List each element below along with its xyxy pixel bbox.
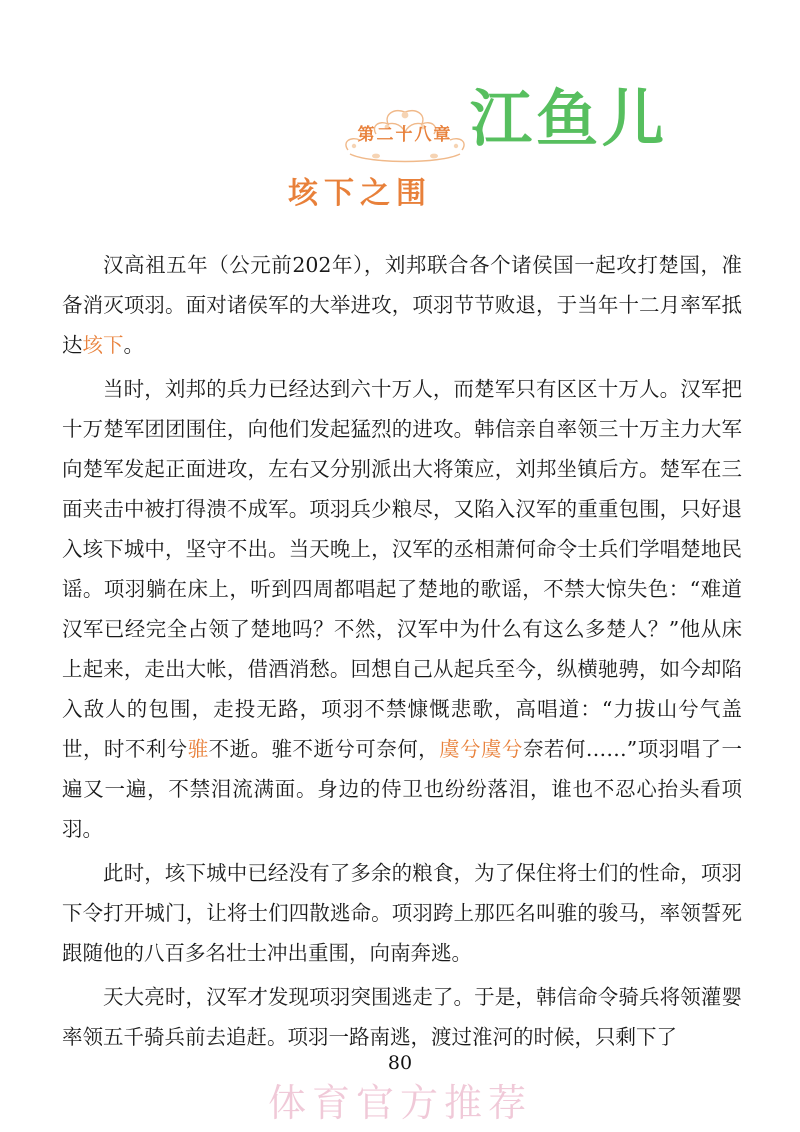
book-title: 江鱼儿: [470, 82, 669, 155]
text-run: 当时，刘邦的兵力已经达到六十万人，而楚军只有区区十万人。汉军把十万楚军团团围住，向他们发起猛烈的进攻。韩信亲自率领三十万主力大军向楚军发起正面进攻，左右又分别派出大将策应，刘邦坐镇后方。楚军在三面夹击中被打得溃不成军。项羽兵少粮尽，又陷入汉军的重重包围，只好退入垓下城中，坚守不出。当天晚上，汉军的丞相萧何命令士兵们学唱楚地民谣。项羽躺在床上，听到四周都唱起了楚地的歌谣，不禁大惊失色：“难道汉军已经完全占领了楚地吗？不然，汉军中为什么有这么多楚人？”他从床上起来，走出大帐，借酒消愁。回想自己从起兵至今，纵横驰骋，如今却陷入敌人的包围，走投无路，项羽不禁慷慨悲歌，高唱道：“力拔山兮气盖世，时不利兮: [62, 377, 742, 761]
chapter-badge: [330, 106, 480, 168]
chapter-title: 垓下之围: [288, 176, 432, 211]
text-run: 汉高祖五年（公元前202年），刘邦联合各个诸侯国一起攻打楚国，准备消灭项羽。面对诸侯军的大举进攻，项羽节节败退，于当年十二月率军抵达: [62, 253, 742, 357]
text-run: 天大亮时，汉军才发现项羽突围逃走了。于是，韩信命令骑兵将领灌婴率领五千骑兵前去追赶。项羽一路南逃，渡过淮河的时候，只剩下了: [62, 985, 742, 1049]
paragraph: [62, 853, 742, 973]
watermark-text: 体育官方推荐: [267, 1081, 532, 1125]
chapter-number-label: 第二十八章: [357, 125, 453, 145]
highlighted-text: 骓: [187, 737, 209, 761]
text-run: 奈若何……”项羽唱了一遍又一遍，不禁泪流满面。身边的侍卫也纷纷落泪，谁也不忍心抬头看项羽。: [62, 737, 743, 841]
article-body: [62, 245, 742, 1057]
text-run: 不逝。骓不逝兮可奈何，: [208, 737, 440, 761]
paragraph: [62, 977, 742, 1057]
highlighted-text: 垓下: [82, 333, 124, 357]
paragraph: [62, 369, 742, 849]
paragraph: [62, 245, 742, 365]
page-number: 80: [387, 1052, 413, 1074]
highlighted-text: 虞兮虞兮: [439, 737, 523, 761]
text-run: 此时，垓下城中已经没有了多余的粮食，为了保住将士们的性命，项羽下令打开城门，让将士们四散逃命。项羽跨上那匹名叫骓的骏马，率领誓死跟随他的八百多名壮士冲出重围，向南奔逃。: [62, 861, 742, 965]
text-run: 。: [123, 333, 144, 357]
chapter-header: [0, 82, 800, 211]
